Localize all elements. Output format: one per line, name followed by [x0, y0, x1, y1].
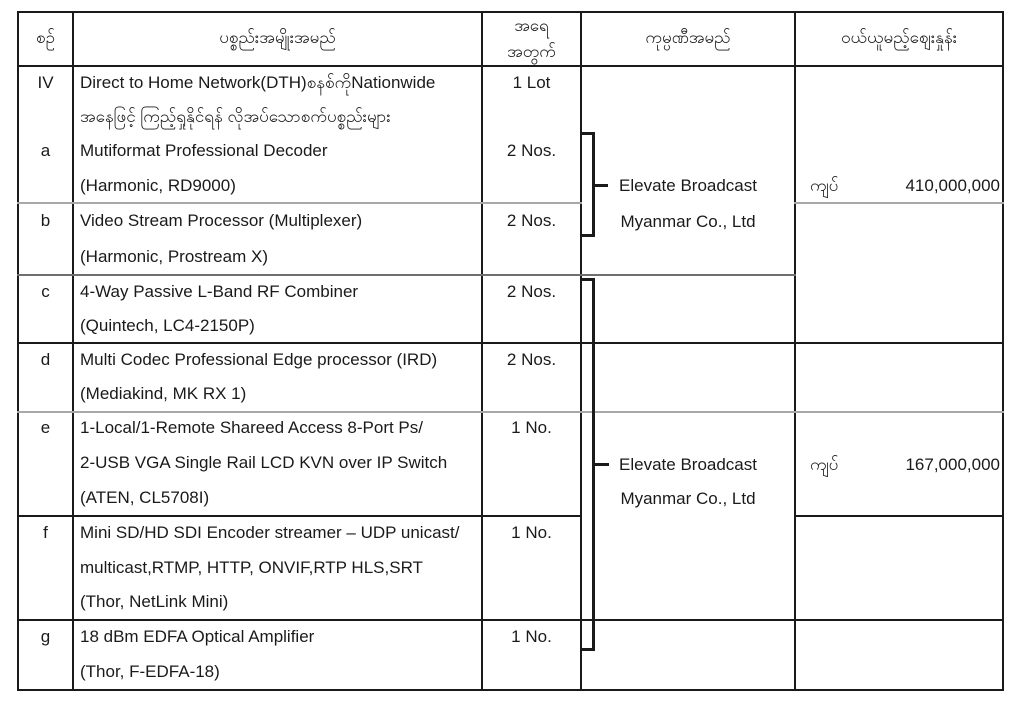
row-item-line: Direct to Home Network(DTH)စနစ်ကိုNationwide	[80, 73, 436, 92]
price-currency: ကျပ်	[810, 455, 839, 474]
row-item-line: Mutiformat Professional Decoder	[80, 141, 328, 160]
row-item-line: 4-Way Passive L-Band RF Combiner	[80, 282, 359, 301]
company-name-line: Elevate Broadcast	[619, 455, 757, 474]
company-name-line: Myanmar Co., Ltd	[620, 489, 756, 508]
row-item-line: multicast,RTMP, HTTP, ONVIF,RTP HLS,SRT	[80, 558, 423, 577]
row-qty: 1 Lot	[512, 73, 551, 92]
row-no: e	[40, 418, 51, 437]
row-item-line: (Quintech, LC4-2150P)	[80, 316, 255, 335]
header-qty-line2: အတွက်	[507, 42, 556, 61]
row-no: b	[40, 211, 51, 230]
row-no: IV	[37, 73, 54, 92]
row-item-line: Mini SD/HD SDI Encoder streamer – UDP unicast/	[80, 523, 460, 542]
row-qty: 1 No.	[511, 627, 552, 646]
row-no: c	[41, 282, 50, 301]
row-item-line: Video Stream Processor (Multiplexer)	[80, 211, 363, 230]
row-item-line: 18 dBm EDFA Optical Amplifier	[80, 627, 315, 646]
row-divider-e-f-price	[794, 515, 1004, 517]
row-item-line: (ATEN, CL5708I)	[80, 488, 210, 507]
row-item-line: (Harmonic, Prostream X)	[80, 247, 268, 266]
group2-brace-top-hook	[582, 278, 595, 281]
group2-brace-bottom-hook	[582, 648, 595, 651]
group1-brace-top-hook	[581, 132, 595, 135]
row-item-line: (Thor, F-EDFA-18)	[80, 662, 220, 681]
row-no: d	[40, 350, 51, 369]
row-qty: 2 Nos.	[506, 211, 557, 230]
row-no: a	[40, 141, 51, 160]
row-item-line: (Thor, NetLink Mini)	[80, 592, 229, 611]
header-no: စဉ်	[36, 28, 55, 47]
row-item-line: 1-Local/1-Remote Shareed Access 8-Port Ps/	[80, 418, 423, 437]
header-qty-line1: အရေ	[514, 16, 549, 35]
header-price: ဝယ်ယူမည့်ဈေးနှုန်း	[840, 28, 958, 47]
header-item: ပစ္စည်းအမျိုးအမည်	[219, 28, 336, 47]
row-item-line: Multi Codec Professional Edge processor (IRD)	[80, 350, 438, 369]
row-qty: 1 No.	[511, 418, 552, 437]
row-qty: 2 Nos.	[506, 141, 557, 160]
price-currency: ကျပ်	[810, 176, 839, 195]
header-company: ကုမ္ပဏီအမည်	[645, 28, 731, 47]
row-qty: 2 Nos.	[506, 282, 557, 301]
company-name-line: Elevate Broadcast	[619, 176, 757, 195]
row-item-line: (Harmonic, RD9000)	[80, 176, 236, 195]
row-no: g	[40, 627, 51, 646]
company-name-line: Myanmar Co., Ltd	[620, 212, 756, 231]
table-border-right	[1002, 11, 1004, 691]
price-amount: 167,000,000	[905, 455, 1000, 474]
table-border-bottom	[17, 689, 1004, 691]
price-amount: 410,000,000	[905, 176, 1000, 195]
row-item-line: အနေဖြင့် ကြည့်ရှုနိုင်ရန် လိုအပ်သောစက်ပစ္စည်းများ	[80, 107, 391, 126]
col-divider-qty	[580, 11, 582, 691]
row-item-line: (Mediakind, MK RX 1)	[80, 384, 247, 403]
row-item-line: 2-USB VGA Single Rail LCD KVN over IP Switch	[80, 453, 448, 472]
col-divider-company	[794, 11, 796, 691]
row-qty: 1 No.	[511, 523, 552, 542]
row-no: f	[43, 523, 48, 542]
row-qty: 2 Nos.	[506, 350, 557, 369]
